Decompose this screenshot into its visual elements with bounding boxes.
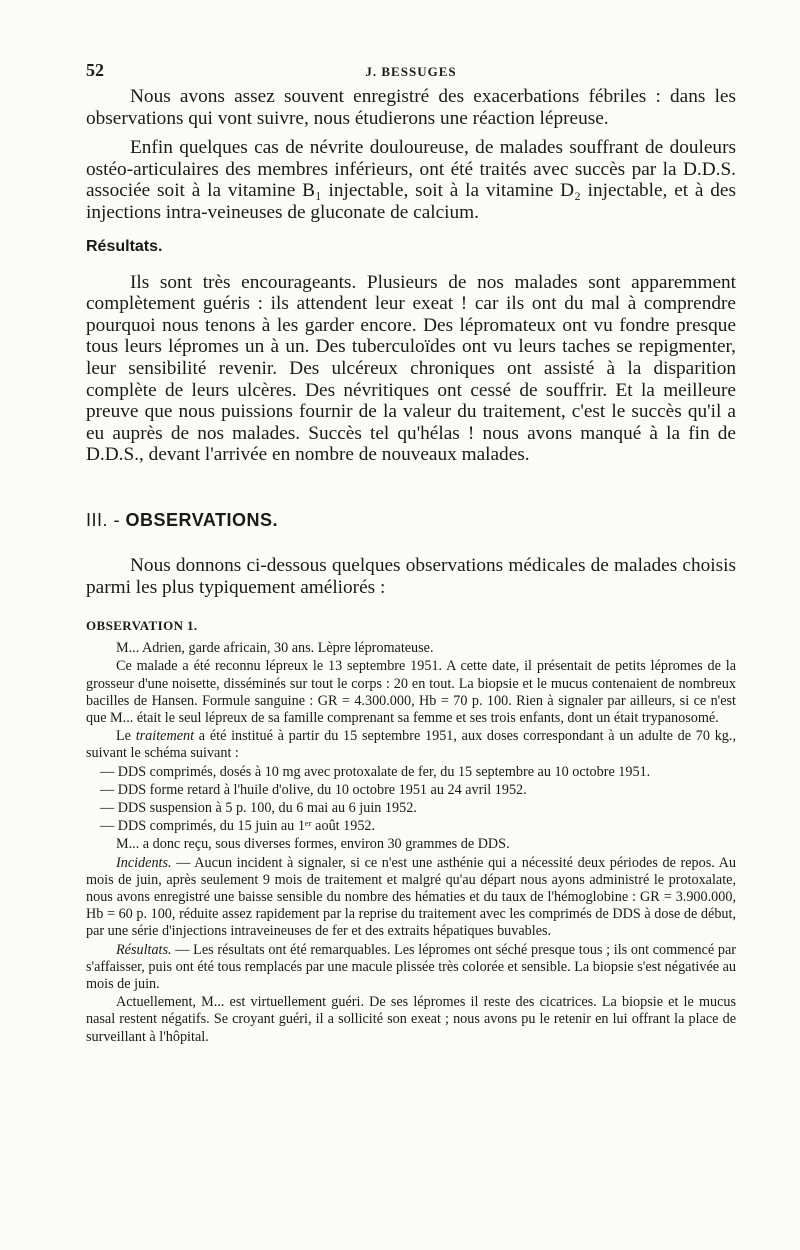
- page-number: 52: [86, 60, 104, 80]
- running-title: J. BESSUGES: [365, 64, 457, 79]
- paragraph: Actuellement, M... est virtuellement guéri. De ses lépromes il reste des cicatrices. La biopsie et le mucus nasal restent négatifs. Se croyant guéri, il a sollicité son exeat ; nous avons pu le retenir en lui offrant la place de surveillant à l'hôpital.: [86, 994, 736, 1045]
- paragraph: [86, 855, 736, 941]
- results-block: [86, 272, 736, 466]
- observation-body: [86, 640, 736, 1046]
- text-span: a été institué à partir du 15 septembre 1951, aux doses correspondant à un adulte de 70 kg., suivant le schéma suivant :: [86, 728, 736, 762]
- paragraph: [86, 942, 736, 994]
- paragraph: Ce malade a été reconnu lépreux le 13 septembre 1951. A cette date, il présentait de petits lépromes de la grosseur d'une noisette, disséminés sur tout le corps : 20 en tout. La biopsie et le mucus contenaient de nombreux bacilles de Hansen. Formule sanguine : GR = 4.300.000, Hb = 70 p. 100. Rien à signaler par ailleurs, si ce n'est que M... était le seul lépreux de sa famille comprenant sa femme et ses trois enfants, dont un était trypanosomé.: [86, 658, 736, 726]
- intro-block: [86, 86, 736, 224]
- paragraph: M... Adrien, garde africain, 30 ans. Lèpre lépromateuse.: [116, 640, 434, 657]
- section-heading: [86, 510, 736, 531]
- section-number: III. -: [86, 509, 120, 530]
- results-heading: Résultats.: [86, 237, 163, 255]
- results-label: Résultats.: [116, 941, 172, 958]
- list-item: — DDS suspension à 5 p. 100, du 6 mai au 6 juin 1952.: [100, 799, 417, 816]
- list-item: — DDS forme retard à l'huile d'olive, du 10 octobre 1951 au 24 avril 1952.: [100, 781, 527, 798]
- paragraph: M... a donc reçu, sous diverses formes, environ 30 grammes de DDS.: [116, 836, 510, 853]
- text-span: Le: [116, 728, 136, 745]
- list-item: — DDS comprimés, du 15 juin au 1ᵉʳ août 1952.: [100, 818, 376, 835]
- paragraph: Nous avons assez souvent enregistré des exacerbations fébriles : dans les observations qui vont suivre, nous étudierons une réaction lépreuse.: [86, 86, 736, 129]
- text-span: — Les résultats ont été remarquables. Les lépromes ont séché presque tous ; ils ont commencé par s'affaisser, puis ont été tous remplacés par une macule plissée très colorée et sensible. La biopsie s'est négativée au mois de juin.: [86, 941, 736, 992]
- paragraph: Enfin quelques cas de névrite douloureuse, de malades souffrant de douleurs ostéo-articulaires des membres inférieurs, ont été traités avec succès par la D.D.S. associée soit à la vitamine B₁ injectable, soit à la vitamine D₂ injectable, et à des injections intra-veineuses de gluconate de calcium.: [86, 137, 736, 223]
- section-intro-block: [86, 555, 736, 598]
- paragraph: Ils sont très encourageants. Plusieurs de nos malades sont apparemment complètement guéris : ils attendent leur exeat ! car ils ont du mal à comprendre pourquoi nous tenons à les garder encore. Des lépromateux ont vu fondre presque tous leurs lépromes un à un. Des tuberculoïdes ont vu leurs taches se repigmenter, leur sensibilité revenir. Des ulcéreux chroniques ont assisté à la disparition complète de leurs ulcères. Des névritiques ont cessé de souffrir. Et la meilleure preuve que nous puissions fournir de la valeur du traitement, c'est le succès qu'il a eu auprès de nos malades. Succès tel qu'hélas ! nous avons manqué à la fin de D.D.S., devant l'arrivée en nombre de nouveaux malades.: [86, 271, 736, 466]
- incidents-label: Incidents.: [116, 854, 172, 871]
- paragraph: Nous donnons ci-dessous quelques observations médicales de malades choisis parmi les plus typiquement améliorés :: [86, 554, 736, 598]
- section-title: OBSERVATIONS.: [125, 509, 279, 530]
- page-header: [86, 60, 736, 86]
- observation-title: OBSERVATION 1.: [86, 618, 198, 634]
- emphasis: traitement: [135, 728, 195, 745]
- list-item: — DDS comprimés, dosés à 10 mg avec protoxalate de fer, du 15 septembre au 10 octobre 1951.: [100, 763, 651, 780]
- paragraph: [86, 728, 736, 762]
- page: [86, 60, 736, 1046]
- text-span: — Aucun incident à signaler, si ce n'est une asthénie qui a nécessité deux périodes de repos. Au mois de juin, après seulement 9 mois de traitement et malgré qu'au départ nous ayons administré le protoxalate, nous avons enregistré une baisse sensible du nombre des hématies et du taux de l'hémoglobine : GR = 3.900.000, Hb = 60 p. 100, réduite assez rapidement par la reprise du traitement avec les comprimés de DDS à dose de début, par une série d'injections intraveineuses de fer et des extraits hépatiques buvables.: [86, 854, 736, 940]
